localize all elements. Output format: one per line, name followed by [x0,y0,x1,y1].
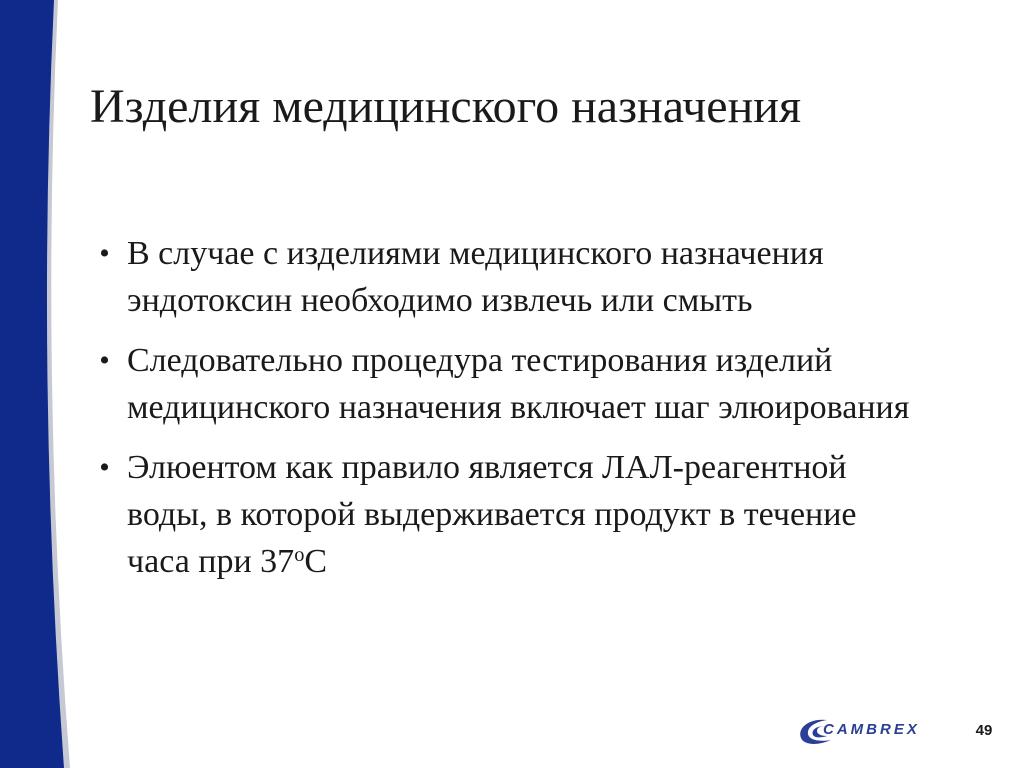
cambrex-logo-text: CAMBREX [823,721,920,738]
cambrex-logo [795,714,945,750]
page-number: 49 [975,722,993,739]
bullet-item [82,444,912,585]
bullet-text-with-superscript [127,444,912,585]
side-band-blue [0,0,64,768]
bullet-item [82,337,912,431]
bullet-marker: • [99,344,110,377]
bullet-list [82,230,912,598]
bullet-marker: • [99,451,110,484]
bullet-text: В случае с изделиями медицинского назначения эндотоксин необходимо извлечь или смыть [127,235,824,319]
degree-superscript: о [294,543,305,566]
bullet-text-unit: С [304,543,328,580]
bullet-item [82,230,912,324]
bullet-marker: • [99,237,110,270]
side-decorative-band [0,0,80,768]
bullet-text: Следовательно процедура тестирования изделий медицинского назначения включает шаг элюирования [127,342,910,426]
slide-title: Изделия медицинского назначения [90,80,802,133]
bullet-text-main: Элюентом как правило является ЛАЛ-реагентной воды, в которой выдерживается продукт в течение часа при 37 [127,449,857,580]
